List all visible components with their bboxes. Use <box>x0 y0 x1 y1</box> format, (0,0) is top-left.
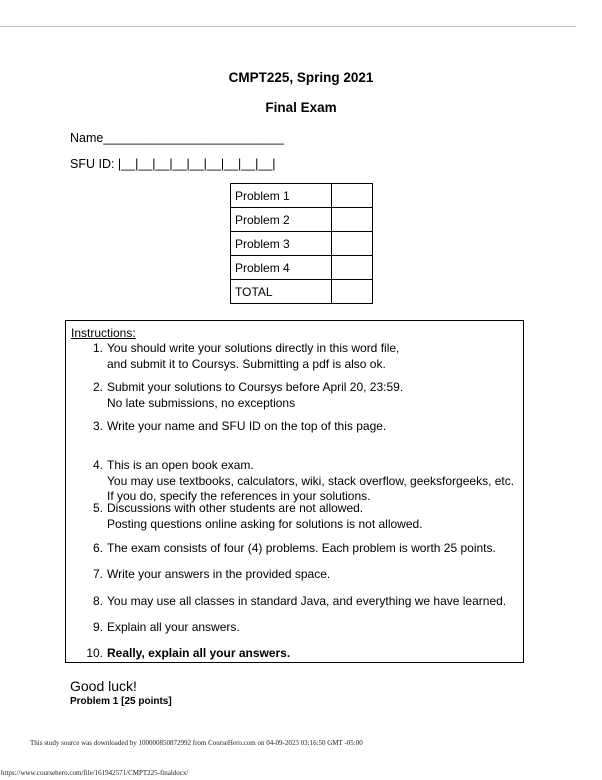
list-item-line: Explain all your answers. <box>107 620 240 634</box>
list-item-number: 1. <box>92 341 103 355</box>
list-item-text <box>107 594 517 610</box>
list-item-number: 8. <box>92 594 103 608</box>
instructions-heading: Instructions: <box>71 326 136 340</box>
list-item-line: Really, explain all your answers. <box>107 646 291 660</box>
score-cell <box>332 208 373 232</box>
table-row <box>231 280 373 304</box>
score-table <box>230 183 373 304</box>
list-item-line: No late submissions, no exceptions <box>107 395 296 410</box>
list-item-line: Write your name and SFU ID on the top of this page. <box>107 419 387 433</box>
list-item-line: Submit your solutions to Coursys before April 20, 23:59. <box>107 380 404 394</box>
table-row <box>231 208 373 232</box>
list-item-number: 3. <box>92 419 103 433</box>
list-item-text <box>107 501 517 532</box>
sfu-id-field: SFU ID: |__|__|__|__|__|__|__|__|__| <box>70 157 276 171</box>
list-item-text <box>107 567 517 583</box>
exam-title: Final Exam <box>265 100 337 115</box>
list-item-text <box>107 419 517 435</box>
list-item-text <box>107 458 517 505</box>
list-item-line: This is an open book exam. <box>107 458 254 472</box>
list-item-number: 4. <box>92 458 103 472</box>
list-item-text <box>107 341 517 372</box>
table-row <box>231 184 373 208</box>
list-item-line: You may use textbooks, calculators, wiki, stack overflow, geeksforgeeks, etc. <box>107 473 515 488</box>
list-item-line: If you do, specify the references in your solutions. <box>107 489 371 503</box>
score-cell <box>332 232 373 256</box>
list-item-line: Posting questions online asking for solutions is not allowed. <box>107 516 423 531</box>
score-row-label: Problem 1 <box>231 184 332 208</box>
list-item-number: 6. <box>92 541 103 555</box>
good-luck-text: Good luck! <box>70 678 137 694</box>
list-item-text <box>107 646 517 662</box>
problem-1-heading: Problem 1 [25 points] <box>70 696 172 707</box>
source-url: https://www.coursehero.com/file/161942571/CMPT225-finaldocx/ <box>1 769 189 777</box>
table-row <box>231 256 373 280</box>
list-item-line: Discussions with other students are not allowed. <box>107 501 364 515</box>
list-item-line: Write your answers in the provided space. <box>107 567 331 581</box>
list-item-number: 10. <box>86 646 103 660</box>
list-item-text <box>107 620 517 636</box>
list-item-text <box>107 541 517 557</box>
name-field: Name__________________________ <box>70 131 285 145</box>
top-divider <box>0 26 576 27</box>
list-item-line: The exam consists of four (4) problems. Each problem is worth 25 points. <box>107 541 496 555</box>
instructions-box <box>65 320 524 663</box>
list-item-number: 7. <box>92 567 103 581</box>
table-row <box>231 232 373 256</box>
score-row-label: Problem 3 <box>231 232 332 256</box>
list-item-number: 2. <box>92 380 103 394</box>
list-item-text <box>107 380 517 411</box>
list-item-number: 5. <box>92 501 103 515</box>
download-notice: This study source was downloaded by 100000850872992 from CourseHero.com on 04-09-2023 03:16:50 GMT -05:00 <box>30 739 363 747</box>
score-row-label: Problem 4 <box>231 256 332 280</box>
score-cell <box>332 256 373 280</box>
list-item-line: You may use all classes in standard Java, and everything we have learned. <box>107 594 507 608</box>
list-item-line: You should write your solutions directly in this word file, <box>107 341 400 355</box>
course-title: CMPT225, Spring 2021 <box>228 70 374 85</box>
score-cell <box>332 184 373 208</box>
score-row-label: Problem 2 <box>231 208 332 232</box>
list-item-line: and submit it to Coursys. Submitting a pdf is also ok. <box>107 356 386 371</box>
list-item-number: 9. <box>92 620 103 634</box>
score-row-label: TOTAL <box>231 280 332 304</box>
score-cell <box>332 280 373 304</box>
